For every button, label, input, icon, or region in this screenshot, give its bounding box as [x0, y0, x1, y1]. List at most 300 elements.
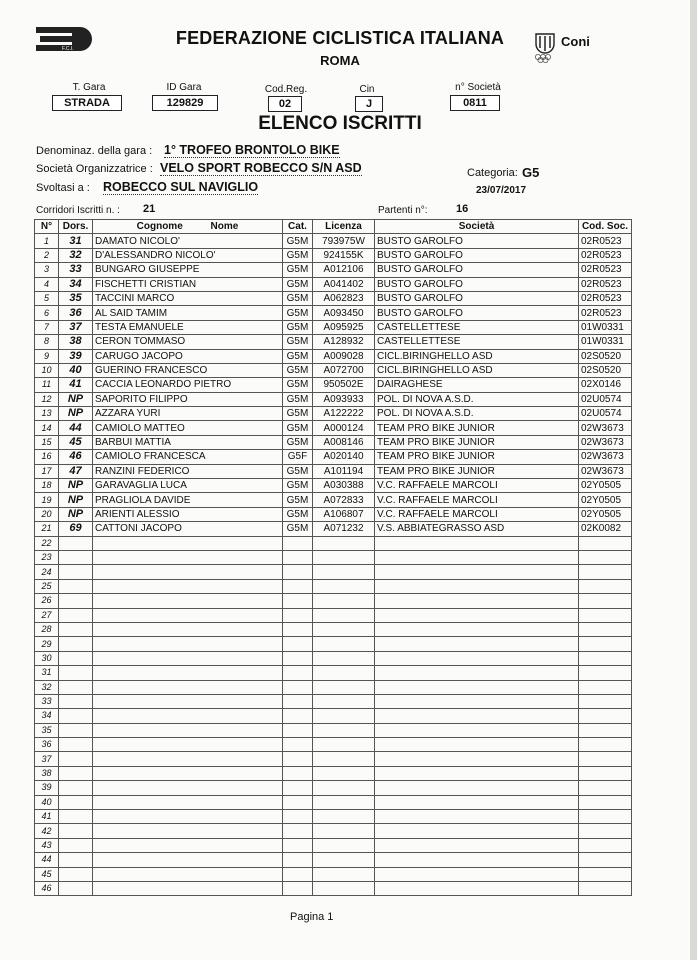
team: CICL.BIRINGHELLO ASD — [375, 363, 579, 377]
team-code: 02Y0505 — [579, 493, 632, 507]
rider-name: CAMIOLO MATTEO — [93, 421, 283, 435]
bib-number — [59, 608, 93, 622]
bib-number — [59, 853, 93, 867]
table-row — [35, 738, 632, 752]
rider-name — [93, 565, 283, 579]
row-number: 3 — [35, 263, 59, 277]
category — [283, 781, 313, 795]
table-row — [35, 680, 632, 694]
license: A072833 — [313, 493, 375, 507]
table-row — [35, 263, 632, 277]
rider-name — [93, 738, 283, 752]
svolta-label: Svoltasi a : — [36, 182, 90, 194]
license — [313, 594, 375, 608]
category: G5M — [283, 493, 313, 507]
bib-number — [59, 622, 93, 636]
bib-number: NP — [59, 392, 93, 406]
bib-number: 37 — [59, 320, 93, 334]
category: G5M — [283, 479, 313, 493]
row-number: 14 — [35, 421, 59, 435]
row-number: 46 — [35, 881, 59, 895]
license — [313, 637, 375, 651]
bib-number: NP — [59, 479, 93, 493]
bib-number: 41 — [59, 378, 93, 392]
bib-number: NP — [59, 507, 93, 521]
rider-name: FISCHETTI CRISTIAN — [93, 277, 283, 291]
bib-number: 36 — [59, 306, 93, 320]
row-number: 13 — [35, 407, 59, 421]
row-number: 34 — [35, 709, 59, 723]
row-number: 36 — [35, 738, 59, 752]
license: A071232 — [313, 522, 375, 536]
rider-name: TESTA EMANUELE — [93, 320, 283, 334]
document-heading: ELENCO ISCRITTI — [258, 113, 422, 134]
category: G5M — [283, 306, 313, 320]
team — [375, 550, 579, 564]
category: G5M — [283, 378, 313, 392]
team — [375, 766, 579, 780]
gara-label: Denominaz. della gara : — [36, 145, 153, 157]
category — [283, 666, 313, 680]
table-row — [35, 392, 632, 406]
team — [375, 881, 579, 895]
row-number: 45 — [35, 867, 59, 881]
category: G5M — [283, 363, 313, 377]
category: G5M — [283, 407, 313, 421]
col-header-category: Cat. — [283, 220, 313, 234]
row-number: 19 — [35, 493, 59, 507]
license — [313, 694, 375, 708]
table-row — [35, 421, 632, 435]
bib-number: 32 — [59, 248, 93, 262]
row-number: 2 — [35, 248, 59, 262]
team-code: 02R0523 — [579, 263, 632, 277]
table-row — [35, 349, 632, 363]
team — [375, 723, 579, 737]
partenti-label: Partenti n°: — [378, 205, 428, 216]
table-row — [35, 881, 632, 895]
category — [283, 723, 313, 737]
rider-name — [93, 781, 283, 795]
team-code — [579, 723, 632, 737]
license — [313, 766, 375, 780]
rider-name: GUERINO FRANCESCO — [93, 363, 283, 377]
gara-value: 1° TROFEO BRONTOLO BIKE — [164, 143, 340, 157]
license — [313, 738, 375, 752]
rider-name — [93, 608, 283, 622]
team: CASTELLETTESE — [375, 320, 579, 334]
license — [313, 666, 375, 680]
category: G5M — [283, 291, 313, 305]
bib-number: 35 — [59, 291, 93, 305]
category — [283, 579, 313, 593]
table-row — [35, 550, 632, 564]
team-code — [579, 608, 632, 622]
license: A062823 — [313, 291, 375, 305]
license — [313, 565, 375, 579]
bib-number — [59, 824, 93, 838]
rider-name — [93, 666, 283, 680]
rider-name: CERON TOMMASO — [93, 335, 283, 349]
bib-number — [59, 651, 93, 665]
table-row — [35, 766, 632, 780]
category — [283, 608, 313, 622]
team-code — [579, 738, 632, 752]
table-header-row — [35, 220, 632, 234]
team-code — [579, 795, 632, 809]
table-row — [35, 479, 632, 493]
team — [375, 680, 579, 694]
team-code: 02K0082 — [579, 522, 632, 536]
col-header-name: Cognome Nome — [93, 220, 283, 234]
license — [313, 795, 375, 809]
rider-name: SAPORITO FILIPPO — [93, 392, 283, 406]
team-code — [579, 709, 632, 723]
row-number: 39 — [35, 781, 59, 795]
category — [283, 637, 313, 651]
team-code — [579, 824, 632, 838]
iscritti-value: 21 — [143, 203, 156, 215]
team: V.C. RAFFAELE MARCOLI — [375, 493, 579, 507]
rider-name — [93, 752, 283, 766]
team — [375, 565, 579, 579]
rider-name — [93, 622, 283, 636]
bib-number: NP — [59, 407, 93, 421]
team — [375, 795, 579, 809]
team-code: 02Y0505 — [579, 507, 632, 521]
team — [375, 608, 579, 622]
rider-name: ARIENTI ALESSIO — [93, 507, 283, 521]
coni-label: Coni — [561, 34, 590, 49]
rider-name — [93, 838, 283, 852]
row-number: 33 — [35, 694, 59, 708]
category — [283, 824, 313, 838]
row-number: 7 — [35, 320, 59, 334]
team: TEAM PRO BIKE JUNIOR — [375, 450, 579, 464]
category — [283, 565, 313, 579]
bib-number — [59, 680, 93, 694]
license — [313, 781, 375, 795]
rider-name — [93, 795, 283, 809]
bib-number — [59, 781, 93, 795]
bib-number — [59, 723, 93, 737]
team: TEAM PRO BIKE JUNIOR — [375, 421, 579, 435]
category: G5M — [283, 349, 313, 363]
team — [375, 651, 579, 665]
rider-name — [93, 579, 283, 593]
table-row — [35, 853, 632, 867]
team-code — [579, 550, 632, 564]
table-row — [35, 450, 632, 464]
team-code: 02U0574 — [579, 392, 632, 406]
bib-number: 44 — [59, 421, 93, 435]
field-value-n-societa: 0811 — [450, 95, 500, 111]
rider-name: BARBUI MATTIA — [93, 435, 283, 449]
category: G5M — [283, 234, 313, 248]
category: G5M — [283, 277, 313, 291]
license: A030388 — [313, 479, 375, 493]
rider-name: PRAGLIOLA DAVIDE — [93, 493, 283, 507]
team-code: 02U0574 — [579, 407, 632, 421]
federation-title: FEDERAZIONE CICLISTICA ITALIANA — [175, 28, 505, 48]
category — [283, 810, 313, 824]
table-row — [35, 838, 632, 852]
table-row — [35, 277, 632, 291]
rider-name — [93, 637, 283, 651]
row-number: 37 — [35, 752, 59, 766]
rider-name — [93, 881, 283, 895]
table-row — [35, 723, 632, 737]
field-label-id-gara: ID Gara — [166, 82, 202, 93]
bib-number — [59, 594, 93, 608]
team-code — [579, 881, 632, 895]
table-row — [35, 795, 632, 809]
page-number: Pagina 1 — [290, 911, 334, 923]
license: A072700 — [313, 363, 375, 377]
team — [375, 824, 579, 838]
rider-name: D'ALESSANDRO NICOLO' — [93, 248, 283, 262]
row-number: 26 — [35, 594, 59, 608]
bib-number — [59, 795, 93, 809]
team — [375, 838, 579, 852]
team-code — [579, 838, 632, 852]
field-value-t-gara: STRADA — [52, 95, 122, 111]
table-row — [35, 306, 632, 320]
table-row — [35, 363, 632, 377]
bib-number — [59, 666, 93, 680]
bib-number: 34 — [59, 277, 93, 291]
team — [375, 810, 579, 824]
license — [313, 680, 375, 694]
row-number: 42 — [35, 824, 59, 838]
row-number: 21 — [35, 522, 59, 536]
team: TEAM PRO BIKE JUNIOR — [375, 464, 579, 478]
team-code: 02Y0505 — [579, 479, 632, 493]
category: G5M — [283, 263, 313, 277]
table-row — [35, 234, 632, 248]
license — [313, 723, 375, 737]
row-number: 31 — [35, 666, 59, 680]
license: A095925 — [313, 320, 375, 334]
team — [375, 622, 579, 636]
row-number: 17 — [35, 464, 59, 478]
category: G5M — [283, 248, 313, 262]
team — [375, 594, 579, 608]
row-number: 22 — [35, 536, 59, 550]
category: G5M — [283, 464, 313, 478]
license: A020140 — [313, 450, 375, 464]
team — [375, 867, 579, 881]
bib-number — [59, 536, 93, 550]
team: DAIRAGHESE — [375, 378, 579, 392]
table-row — [35, 666, 632, 680]
category: G5M — [283, 320, 313, 334]
team: BUSTO GAROLFO — [375, 291, 579, 305]
table-row — [35, 522, 632, 536]
rider-name — [93, 766, 283, 780]
rider-name — [93, 536, 283, 550]
col-header-number: N° — [35, 220, 59, 234]
category: G5M — [283, 435, 313, 449]
bib-number: 47 — [59, 464, 93, 478]
table-row — [35, 709, 632, 723]
row-number: 25 — [35, 579, 59, 593]
team-code — [579, 867, 632, 881]
team — [375, 666, 579, 680]
row-number: 10 — [35, 363, 59, 377]
team: BUSTO GAROLFO — [375, 306, 579, 320]
row-number: 38 — [35, 766, 59, 780]
row-number: 6 — [35, 306, 59, 320]
team: V.C. RAFFAELE MARCOLI — [375, 507, 579, 521]
team — [375, 738, 579, 752]
partenti-value: 16 — [456, 203, 469, 215]
table-row — [35, 781, 632, 795]
iscritti-table — [34, 219, 632, 896]
row-number: 12 — [35, 392, 59, 406]
license — [313, 824, 375, 838]
rider-name: TACCINI MARCO — [93, 291, 283, 305]
team: POL. DI NOVA A.S.D. — [375, 392, 579, 406]
row-number: 5 — [35, 291, 59, 305]
table-row — [35, 320, 632, 334]
team-code: 01W0331 — [579, 335, 632, 349]
license — [313, 881, 375, 895]
bib-number: 45 — [59, 435, 93, 449]
category: G5M — [283, 522, 313, 536]
license: A093933 — [313, 392, 375, 406]
table-row — [35, 594, 632, 608]
bib-number: 46 — [59, 450, 93, 464]
row-number: 15 — [35, 435, 59, 449]
category — [283, 594, 313, 608]
bib-number: 39 — [59, 349, 93, 363]
rider-name: AZZARA YURI — [93, 407, 283, 421]
category — [283, 622, 313, 636]
team: V.S. ABBIATEGRASSO ASD — [375, 522, 579, 536]
team: BUSTO GAROLFO — [375, 277, 579, 291]
license: A106807 — [313, 507, 375, 521]
category — [283, 550, 313, 564]
table-row — [35, 810, 632, 824]
table-row — [35, 291, 632, 305]
row-number: 27 — [35, 608, 59, 622]
row-number: 11 — [35, 378, 59, 392]
license: A009028 — [313, 349, 375, 363]
team-code — [579, 781, 632, 795]
svolta-value: ROBECCO SUL NAVIGLIO — [103, 180, 259, 194]
rider-name — [93, 867, 283, 881]
bib-number — [59, 810, 93, 824]
license — [313, 651, 375, 665]
row-number: 29 — [35, 637, 59, 651]
rider-name — [93, 810, 283, 824]
team-code — [579, 594, 632, 608]
bib-number — [59, 550, 93, 564]
category: G5M — [283, 392, 313, 406]
license — [313, 752, 375, 766]
team-code — [579, 637, 632, 651]
team: TEAM PRO BIKE JUNIOR — [375, 435, 579, 449]
team-code: 02S0520 — [579, 363, 632, 377]
license — [313, 579, 375, 593]
table-row — [35, 608, 632, 622]
rider-name — [93, 694, 283, 708]
license — [313, 810, 375, 824]
row-number: 24 — [35, 565, 59, 579]
row-number: 35 — [35, 723, 59, 737]
license — [313, 550, 375, 564]
bib-number — [59, 881, 93, 895]
category — [283, 795, 313, 809]
license — [313, 838, 375, 852]
team-code — [579, 752, 632, 766]
table-row — [35, 752, 632, 766]
table-row — [35, 493, 632, 507]
category — [283, 881, 313, 895]
team-code — [579, 651, 632, 665]
row-number: 44 — [35, 853, 59, 867]
rider-name — [93, 651, 283, 665]
field-label-cin: Cin — [359, 84, 375, 95]
license: A101194 — [313, 464, 375, 478]
category — [283, 853, 313, 867]
team-code — [579, 694, 632, 708]
table-row — [35, 824, 632, 838]
license: A093450 — [313, 306, 375, 320]
team-code — [579, 810, 632, 824]
table-row — [35, 622, 632, 636]
table-row — [35, 579, 632, 593]
bib-number — [59, 738, 93, 752]
team-code — [579, 666, 632, 680]
table-row — [35, 536, 632, 550]
table-row — [35, 867, 632, 881]
categoria-label: Categoria: — [467, 167, 518, 179]
team-code: 02S0520 — [579, 349, 632, 363]
license: A000124 — [313, 421, 375, 435]
team-code — [579, 680, 632, 694]
category: G5F — [283, 450, 313, 464]
category: G5M — [283, 507, 313, 521]
team — [375, 637, 579, 651]
table-row — [35, 694, 632, 708]
category — [283, 738, 313, 752]
license: 793975W — [313, 234, 375, 248]
row-number: 16 — [35, 450, 59, 464]
license: 924155K — [313, 248, 375, 262]
table-row — [35, 464, 632, 478]
team-code — [579, 853, 632, 867]
license: A122222 — [313, 407, 375, 421]
team-code — [579, 536, 632, 550]
team: CICL.BIRINGHELLO ASD — [375, 349, 579, 363]
row-number: 28 — [35, 622, 59, 636]
table-body — [35, 234, 632, 896]
team: BUSTO GAROLFO — [375, 248, 579, 262]
col-header-dorsale: Dors. — [59, 220, 93, 234]
field-label-cod-reg: Cod.Reg. — [264, 84, 308, 95]
bib-number — [59, 579, 93, 593]
rider-name — [93, 680, 283, 694]
team — [375, 536, 579, 550]
table-row — [35, 637, 632, 651]
team-code: 02W3673 — [579, 421, 632, 435]
team: BUSTO GAROLFO — [375, 234, 579, 248]
team — [375, 694, 579, 708]
bib-number: 38 — [59, 335, 93, 349]
rider-name: DAMATO NICOLO' — [93, 234, 283, 248]
